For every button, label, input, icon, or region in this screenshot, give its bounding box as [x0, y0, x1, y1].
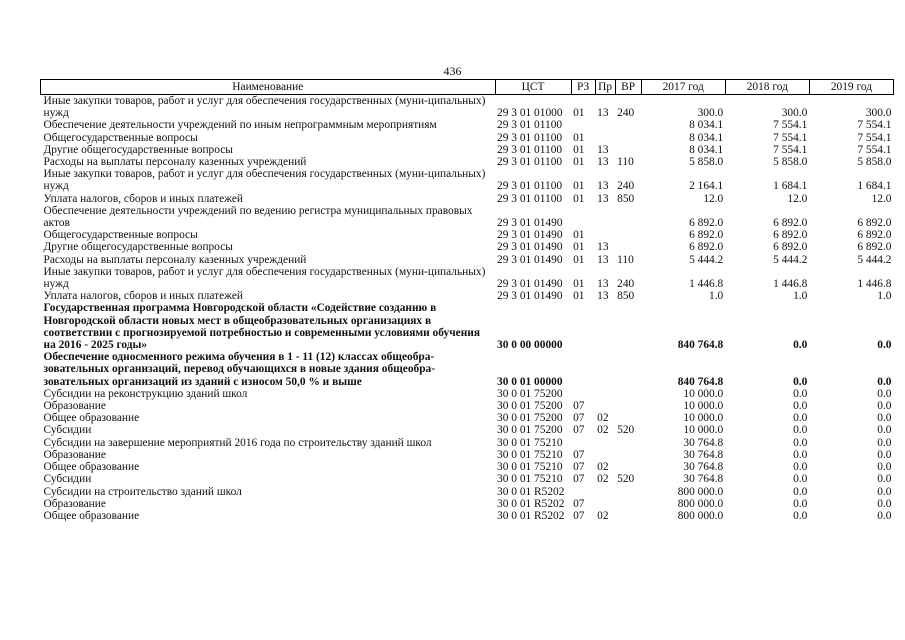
row-value-2017: 10 000.0: [683, 424, 724, 437]
row-value-2018: 0.0: [793, 461, 808, 474]
row-name: Расходы на выплаты персоналу казенных учреждений: [43, 253, 307, 266]
row-rz: 01: [573, 290, 585, 303]
row-value-2017: 30 764.8: [683, 461, 724, 474]
row-value-2017: 8 034.1: [689, 131, 724, 144]
row-vr: [615, 241, 641, 253]
table-row: [41, 437, 894, 449]
row-rz: 01: [573, 131, 585, 144]
row-rz: 07: [573, 461, 585, 474]
row-value-2019: 0.0: [877, 412, 892, 425]
row-rz: [571, 437, 595, 449]
row-vr: [615, 498, 641, 510]
row-value-2017: 8 034.1: [689, 143, 724, 156]
row-vr: [615, 510, 641, 522]
row-value-2019: 0.0: [877, 436, 892, 449]
row-vr: [615, 437, 641, 449]
row-pr: 02: [597, 509, 609, 522]
row-vr: [615, 400, 641, 412]
row-name: Расходы на выплаты персоналу казенных учреждений: [43, 156, 307, 169]
row-value-2019: 0.0: [877, 509, 892, 522]
column-header-2017: 2017 год: [641, 80, 725, 95]
row-vr: [615, 486, 641, 498]
row-rz: 07: [573, 424, 585, 437]
row-code: 30 0 01 R5202: [497, 485, 565, 498]
row-name: Субсидии на завершение мероприятий 2016 года по строительству зданий школ: [43, 436, 432, 449]
table-header-row: [41, 80, 894, 95]
row-value-2017: 1 446.8: [689, 278, 724, 291]
row-code: 29 3 01 01100: [497, 119, 563, 132]
row-vr: 850: [617, 290, 635, 303]
row-name: Субсидии: [43, 473, 92, 486]
row-vr: 520: [617, 473, 635, 486]
row-pr: [595, 302, 615, 351]
row-value-2018: 5 858.0: [773, 156, 808, 169]
row-name: Образование: [43, 400, 106, 413]
row-code: 29 3 01 01000: [497, 107, 563, 120]
row-value-2018: 1 446.8: [773, 278, 808, 291]
row-pr: 02: [597, 424, 609, 437]
row-name: Обеспечение деятельности учреждений по ведению регистра муниципальных правовых актов: [43, 204, 473, 230]
row-vr: 240: [617, 180, 635, 193]
row-value-2018: 0.0: [793, 412, 808, 425]
row-value-2018: 0.0: [793, 400, 808, 413]
row-pr: 13: [597, 156, 609, 169]
row-value-2018: 0.0: [793, 509, 808, 522]
row-pr: 13: [597, 290, 609, 303]
row-code: 30 0 01 75210: [497, 461, 563, 474]
row-rz: [571, 119, 595, 131]
row-value-2017: 30 764.8: [683, 473, 724, 486]
row-vr: 520: [617, 424, 635, 437]
row-value-2018: 0.0: [793, 473, 808, 486]
row-value-2017: 5 858.0: [689, 156, 724, 169]
row-name: Другие общегосударственные вопросы: [43, 241, 233, 254]
row-value-2019: 0.0: [877, 424, 892, 437]
row-vr: [615, 229, 641, 241]
row-name: Иные закупки товаров, работ и услуг для обеспечения государственных (муни-ципальных) нужд: [43, 95, 486, 120]
row-name: Другие общегосударственные вопросы: [43, 143, 233, 156]
row-name: Общее образование: [43, 412, 140, 425]
row-value-2019: 1 684.1: [857, 180, 892, 193]
row-value-2018: 1 684.1: [773, 180, 808, 193]
row-value-2019: 0.0: [877, 448, 892, 461]
row-code: 29 3 01 01100: [497, 192, 563, 205]
row-vr: [615, 412, 641, 424]
row-pr: [595, 388, 615, 400]
row-value-2017: 300.0: [697, 107, 724, 120]
row-rz: 01: [573, 192, 585, 205]
row-vr: [615, 205, 641, 229]
row-name: Уплата налогов, сборов и иных платежей: [43, 192, 243, 205]
row-value-2018: 6 892.0: [773, 229, 808, 242]
row-code: 29 3 01 01490: [497, 290, 563, 303]
table-row: [41, 486, 894, 498]
row-value-2017: 2 164.1: [689, 180, 724, 193]
row-value-2017: 800 000.0: [677, 485, 724, 498]
row-value-2017: 1.0: [709, 290, 724, 303]
row-rz: [571, 205, 595, 229]
row-rz: 07: [573, 497, 585, 510]
row-value-2019: 7 554.1: [857, 119, 892, 132]
row-value-2019: 7 554.1: [857, 143, 892, 156]
row-rz: 01: [573, 229, 585, 242]
row-value-2019: 0.0: [877, 387, 892, 400]
row-code: 30 0 01 R5202: [497, 497, 565, 510]
column-header-name: Наименование: [41, 80, 496, 95]
row-rz: [571, 388, 595, 400]
row-code: 29 3 01 01490: [497, 278, 563, 291]
row-code: 30 0 00 00000: [497, 339, 563, 352]
row-rz: [571, 351, 595, 388]
row-value-2018: 12.0: [787, 192, 808, 205]
budget-table: [40, 79, 894, 522]
row-name: Государственная программа Новгородской области «Содействие созданию в Новгородской области новых мест в общеобразовательных организациях в соответствии с прогнозируемой потребностью и современными условиями обучения на 2016 - 2025 годы»: [43, 302, 480, 352]
row-vr: [615, 132, 641, 144]
row-value-2019: 5 444.2: [857, 253, 892, 266]
table-row: [41, 290, 894, 302]
table-row: [41, 205, 894, 229]
row-code: 30 0 01 75210: [497, 448, 563, 461]
row-value-2017: 8 034.1: [689, 119, 724, 132]
table-row: [41, 473, 894, 485]
table-row: [41, 510, 894, 522]
row-value-2017: 10 000.0: [683, 387, 724, 400]
row-name: Иные закупки товаров, работ и услуг для обеспечения государственных (муни-ципальных) нужд: [43, 168, 486, 193]
row-vr: 240: [617, 107, 635, 120]
row-name: Общее образование: [43, 509, 140, 522]
page-number: 436: [443, 64, 462, 78]
column-header-2018: 2018 год: [725, 80, 809, 95]
row-value-2018: 0.0: [793, 375, 808, 388]
row-vr: [615, 461, 641, 473]
row-name: Уплата налогов, сборов и иных платежей: [43, 290, 243, 303]
row-pr: [595, 119, 615, 131]
row-name: Обеспечение односменного режима обучения в 1 - 11 (12) классах общеобра-зовательных организаций, перевод обучающихся в новые здания общеобра-зовательных организаций из зданий с износом 50,0 % и выше: [43, 351, 436, 388]
row-name: Субсидии на реконструкцию зданий школ: [43, 387, 248, 400]
row-pr: [595, 486, 615, 498]
row-name: Обеспечение деятельности учреждений по иным непрограммным мероприятиям: [43, 119, 437, 132]
row-name: Общегосударственные вопросы: [43, 229, 198, 242]
row-value-2018: 0.0: [793, 436, 808, 449]
row-value-2017: 6 892.0: [689, 217, 724, 230]
row-pr: 13: [597, 192, 609, 205]
column-header-pr: Пр: [595, 80, 615, 95]
row-rz: 01: [573, 180, 585, 193]
row-code: 29 3 01 01490: [497, 253, 563, 266]
row-value-2018: 5 444.2: [773, 253, 808, 266]
row-vr: 110: [617, 156, 634, 169]
row-value-2018: 0.0: [793, 424, 808, 437]
row-name: Образование: [43, 497, 106, 510]
row-rz: 07: [573, 448, 585, 461]
row-pr: 13: [597, 253, 609, 266]
table-row: [41, 254, 894, 266]
row-code: 30 0 01 75200: [497, 387, 563, 400]
row-value-2018: 7 554.1: [773, 143, 808, 156]
row-value-2018: 0.0: [793, 485, 808, 498]
row-value-2019: 6 892.0: [857, 241, 892, 254]
row-code: 29 3 01 01490: [497, 217, 563, 230]
row-value-2017: 800 000.0: [677, 497, 724, 510]
table-row: [41, 461, 894, 473]
row-code: 30 0 01 00000: [497, 375, 563, 388]
row-value-2019: 0.0: [877, 339, 892, 352]
row-value-2018: 7 554.1: [773, 119, 808, 132]
row-rz: 01: [573, 253, 585, 266]
row-rz: 07: [573, 473, 585, 486]
row-code: 30 0 01 75200: [497, 424, 563, 437]
column-header-2019: 2019 год: [809, 80, 893, 95]
row-name: Субсидии на строительство зданий школ: [43, 485, 242, 498]
table-row: [41, 266, 894, 290]
column-header-vr: ВР: [615, 80, 641, 95]
row-value-2017: 840 764.8: [677, 339, 724, 352]
row-vr: [615, 449, 641, 461]
table-row: [41, 132, 894, 144]
row-value-2019: 0.0: [877, 497, 892, 510]
row-vr: [615, 302, 641, 351]
row-value-2019: 300.0: [865, 107, 892, 120]
table-row: [41, 144, 894, 156]
row-pr: 13: [597, 107, 609, 120]
row-value-2017: 10 000.0: [683, 412, 724, 425]
row-value-2019: 1.0: [877, 290, 892, 303]
table-row: [41, 229, 894, 241]
row-value-2017: 30 764.8: [683, 448, 724, 461]
row-value-2018: 0.0: [793, 387, 808, 400]
row-value-2018: 0.0: [793, 497, 808, 510]
table-row: [41, 241, 894, 253]
row-pr: [595, 132, 615, 144]
row-pr: 13: [597, 180, 609, 193]
row-value-2017: 840 764.8: [677, 375, 724, 388]
row-vr: [615, 351, 641, 388]
row-value-2018: 7 554.1: [773, 131, 808, 144]
row-rz: 01: [573, 241, 585, 254]
table-row: [41, 351, 894, 388]
row-code: 29 3 01 01100: [497, 156, 563, 169]
column-header-rz: РЗ: [571, 80, 595, 95]
row-value-2019: 0.0: [877, 473, 892, 486]
row-value-2019: 6 892.0: [857, 217, 892, 230]
row-vr: 110: [617, 253, 634, 266]
table-row: [41, 424, 894, 436]
row-pr: 02: [597, 473, 609, 486]
row-code: 29 3 01 01100: [497, 180, 563, 193]
row-value-2019: 0.0: [877, 400, 892, 413]
table-row: [41, 193, 894, 205]
row-vr: [615, 144, 641, 156]
row-pr: 13: [597, 278, 609, 291]
row-name: Образование: [43, 448, 106, 461]
row-code: 29 3 01 01490: [497, 229, 563, 242]
row-code: 30 0 01 75210: [497, 436, 563, 449]
table-row: [41, 168, 894, 192]
row-rz: 01: [573, 156, 585, 169]
row-rz: 07: [573, 412, 585, 425]
row-pr: 13: [597, 143, 609, 156]
row-pr: 02: [597, 461, 609, 474]
row-rz: 07: [573, 400, 585, 413]
row-value-2019: 6 892.0: [857, 229, 892, 242]
table-row: [41, 156, 894, 168]
table-row: [41, 119, 894, 131]
table-row: [41, 388, 894, 400]
row-name: Иные закупки товаров, работ и услуг для обеспечения государственных (муни-ципальных) нужд: [43, 265, 486, 291]
row-value-2018: 0.0: [793, 339, 808, 352]
row-value-2019: 1 446.8: [857, 278, 892, 291]
row-code: 30 0 01 R5202: [497, 509, 565, 522]
row-value-2017: 5 444.2: [689, 253, 724, 266]
row-pr: 02: [597, 412, 609, 425]
table-row: [41, 498, 894, 510]
row-pr: [595, 229, 615, 241]
row-name: Общее образование: [43, 461, 140, 474]
row-vr: [615, 119, 641, 131]
row-pr: 13: [597, 241, 609, 254]
row-pr: [595, 351, 615, 388]
row-value-2018: 0.0: [793, 448, 808, 461]
row-pr: [595, 400, 615, 412]
row-rz: 01: [573, 278, 585, 291]
table-row: [41, 400, 894, 412]
row-value-2019: 0.0: [877, 485, 892, 498]
row-rz: 01: [573, 143, 585, 156]
table-row: [41, 302, 894, 351]
row-rz: [571, 486, 595, 498]
row-rz: 07: [573, 509, 585, 522]
row-name: Общегосударственные вопросы: [43, 131, 198, 144]
row-value-2018: 6 892.0: [773, 241, 808, 254]
row-vr: [615, 388, 641, 400]
row-value-2019: 5 858.0: [857, 156, 892, 169]
table-row: [41, 412, 894, 424]
row-value-2017: 800 000.0: [677, 509, 724, 522]
row-value-2017: 6 892.0: [689, 229, 724, 242]
row-code: 30 0 01 75200: [497, 400, 563, 413]
row-value-2017: 12.0: [703, 192, 724, 205]
row-code: 30 0 01 75210: [497, 473, 563, 486]
table-row: [41, 449, 894, 461]
row-pr: [595, 449, 615, 461]
row-value-2018: 1.0: [793, 290, 808, 303]
row-rz: 01: [573, 107, 585, 120]
row-value-2019: 0.0: [877, 375, 892, 388]
table-body: [41, 95, 894, 523]
row-code: 29 3 01 01490: [497, 241, 563, 254]
row-value-2017: 10 000.0: [683, 400, 724, 413]
row-value-2018: 6 892.0: [773, 217, 808, 230]
row-value-2018: 300.0: [781, 107, 808, 120]
column-header-code: ЦСТ: [495, 80, 571, 95]
row-value-2019: 0.0: [877, 461, 892, 474]
row-value-2017: 30 764.8: [683, 436, 724, 449]
row-pr: [595, 205, 615, 229]
row-value-2019: 7 554.1: [857, 131, 892, 144]
row-vr: 240: [617, 278, 635, 291]
row-code: 29 3 01 01100: [497, 131, 563, 144]
row-value-2019: 12.0: [871, 192, 892, 205]
row-pr: [595, 498, 615, 510]
row-code: 29 3 01 01100: [497, 143, 563, 156]
row-vr: 850: [617, 192, 635, 205]
row-pr: [595, 437, 615, 449]
table-row: [41, 95, 894, 120]
row-value-2017: 6 892.0: [689, 241, 724, 254]
row-name: Субсидии: [43, 424, 92, 437]
row-rz: [571, 302, 595, 351]
row-code: 30 0 01 75200: [497, 412, 563, 425]
